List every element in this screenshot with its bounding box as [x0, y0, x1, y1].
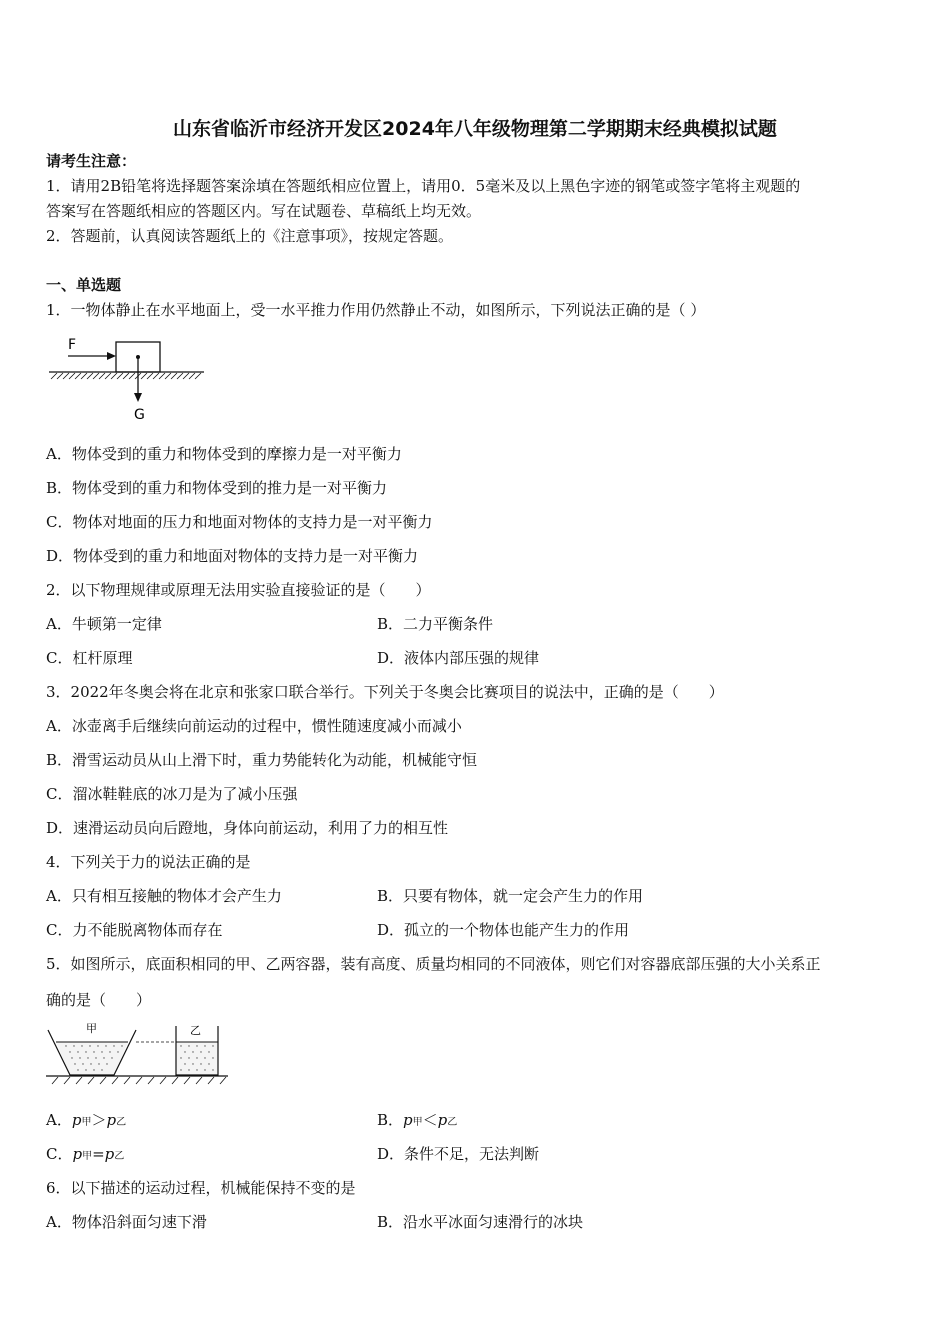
q5-b-op: ＜	[422, 1111, 438, 1129]
q5-option-a-label: A．	[46, 1111, 72, 1129]
gravity-g-label: G	[134, 407, 145, 423]
q5-b-p2: p	[437, 1111, 448, 1129]
q5-option-b[interactable]	[377, 1110, 457, 1133]
q3-option-a[interactable]: A．冰壶离手后继续向前运动的过程中，惯性随速度减小而减小	[46, 717, 462, 735]
notice-line-1: 1．请用2B铅笔将选择题答案涂填在答题纸相应位置上，请用0．5毫米及以上黑色字迹的钢笔或签字笔将主观题的	[46, 177, 801, 195]
force-f-label: F	[68, 337, 77, 353]
q5-stem: 5．如图所示，底面积相同的甲、乙两容器，装有高度、质量均相同的不同液体，则它们对容器底部压强的大小关系正	[46, 955, 821, 973]
q5-c-p2: p	[104, 1145, 115, 1163]
gravity-arrow-head	[134, 393, 142, 402]
q5-c-sub2: 乙	[114, 1151, 125, 1162]
q4-option-a[interactable]: A．只有相互接触的物体才会产生力	[46, 887, 282, 905]
ground-hatch	[51, 373, 201, 379]
q5-c-op: =	[92, 1145, 105, 1163]
q2-option-d[interactable]: D．液体内部压强的规律	[377, 649, 540, 667]
q5-option-b-label: B．	[377, 1111, 404, 1129]
q1-option-b[interactable]: B．物体受到的重力和物体受到的推力是一对平衡力	[46, 479, 388, 497]
notice-heading: 请考生注意：	[46, 152, 137, 170]
q5-a-sub2: 乙	[116, 1117, 127, 1128]
q6-option-b[interactable]: B．沿水平冰面匀速滑行的冰块	[377, 1213, 584, 1231]
q5-c-p1: p	[72, 1145, 83, 1163]
q5-b-sub1: 甲	[412, 1117, 423, 1128]
q5-option-d[interactable]: D．条件不足，无法判断	[377, 1145, 540, 1163]
label-yi: 乙	[190, 1024, 201, 1037]
q5-option-c[interactable]	[46, 1144, 124, 1167]
q1-option-a[interactable]: A．物体受到的重力和物体受到的摩擦力是一对平衡力	[46, 445, 402, 463]
page-title: 山东省临沂市经济开发区2024年八年级物理第二学期期末经典模拟试题	[173, 118, 777, 140]
q3-stem: 3．2022年冬奥会将在北京和张家口联合举行。下列关于冬奥会比赛项目的说法中，正确的是（ ）	[46, 683, 724, 701]
q2-option-a[interactable]: A．牛顿第一定律	[46, 615, 162, 633]
section-heading: 一、单选题	[46, 276, 122, 294]
q3-option-b[interactable]: B．滑雪运动员从山上滑下时，重力势能转化为动能，机械能守恒	[46, 751, 478, 769]
q5-stem-continued: 确的是（ ）	[46, 991, 152, 1009]
q3-option-d[interactable]: D．速滑运动员向后蹬地，身体向前运动，利用了力的相互性	[46, 819, 449, 837]
q5-a-sub1: 甲	[81, 1117, 92, 1128]
q2-stem: 2．以下物理规律或原理无法用实验直接验证的是（ ）	[46, 581, 431, 599]
q1-option-d[interactable]: D．物体受到的重力和地面对物体的支持力是一对平衡力	[46, 547, 419, 565]
q4-option-c[interactable]: C．力不能脱离物体而存在	[46, 921, 223, 939]
q5-b-p1: p	[403, 1111, 413, 1129]
q2-option-c[interactable]: C．杠杆原理	[46, 649, 133, 667]
q5-a-p2: p	[106, 1111, 117, 1129]
q1-stem: 1．一物体静止在水平地面上，受一水平推力作用仍然静止不动，如图所示，下列说法正确的是（ ）	[46, 301, 706, 319]
push-arrow-head	[107, 352, 116, 360]
q5-a-p1: p	[71, 1111, 82, 1129]
q5-option-a[interactable]	[46, 1110, 126, 1133]
q6-option-a[interactable]: A．物体沿斜面匀速下滑	[46, 1213, 207, 1231]
q5-b-sub2: 乙	[447, 1117, 458, 1128]
notice-line-2: 2．答题前，认真阅读答题纸上的《注意事项》，按规定答题。	[46, 227, 454, 245]
container-jia	[48, 1030, 136, 1075]
q1-option-c[interactable]: C．物体对地面的压力和地面对物体的支持力是一对平衡力	[46, 513, 433, 531]
q5-figure	[44, 1020, 230, 1092]
q5-option-c-label: C．	[46, 1145, 73, 1163]
q4-stem: 4．下列关于力的说法正确的是	[46, 853, 251, 871]
q1-figure	[46, 332, 208, 424]
ground-hatch-2	[52, 1077, 226, 1084]
q5-c-sub1: 甲	[82, 1151, 93, 1162]
q4-option-b[interactable]: B．只要有物体，就一定会产生力的作用	[377, 887, 644, 905]
q2-option-b[interactable]: B．二力平衡条件	[377, 615, 494, 633]
q6-stem: 6．以下描述的运动过程，机械能保持不变的是	[46, 1179, 356, 1197]
notice-line-1b: 答案写在答题纸相应的答题区内。写在试题卷、草稿纸上均无效。	[46, 202, 482, 220]
label-jia: 甲	[86, 1022, 97, 1035]
q4-option-d[interactable]: D．孤立的一个物体也能产生力的作用	[377, 921, 630, 939]
q3-option-c[interactable]: C．溜冰鞋鞋底的冰刀是为了减小压强	[46, 785, 298, 803]
q5-a-op: ＞	[91, 1111, 107, 1129]
